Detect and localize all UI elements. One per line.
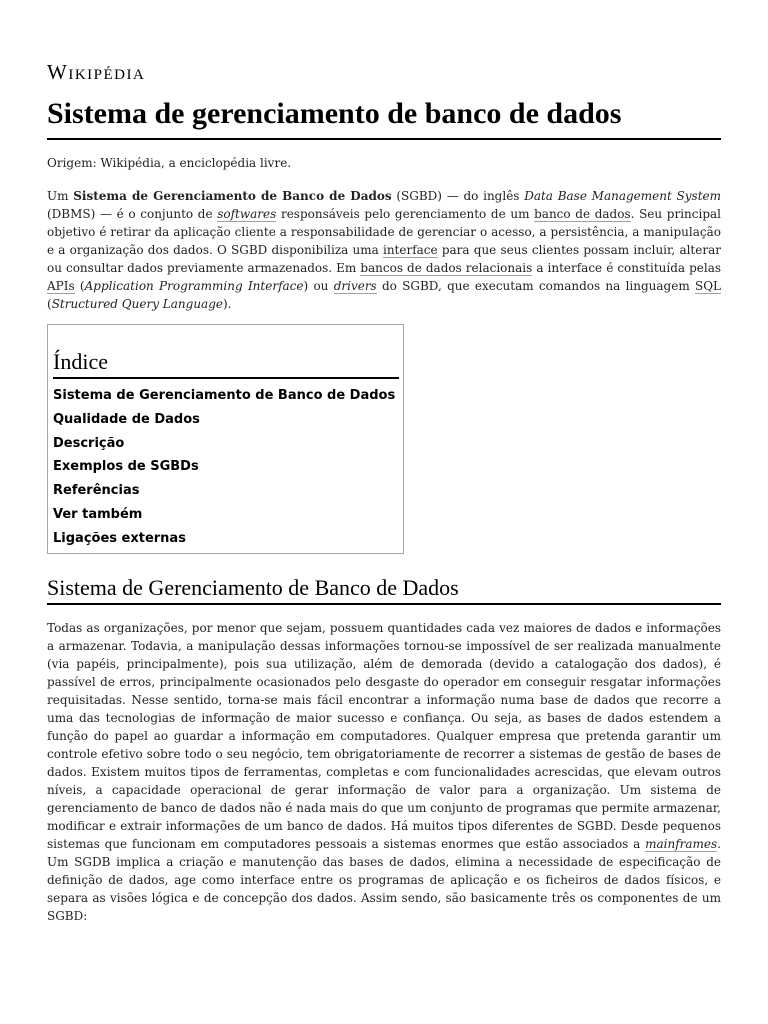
intro-text: do SGBD, que executam comandos na linguagem [376, 279, 695, 293]
toc-item-qualidade[interactable]: Qualidade de Dados [53, 411, 200, 427]
table-of-contents [47, 324, 404, 554]
toc-list [53, 384, 395, 551]
toc-item-ver-tambem[interactable]: Ver também [53, 506, 143, 522]
link-bancos-de-dados-relacionais[interactable]: bancos de dados relacionais [360, 261, 533, 275]
link-drivers[interactable]: drivers [333, 279, 377, 293]
toc-item-exemplos[interactable]: Exemplos de SGBDs [53, 459, 199, 475]
toc-item-ligacoes[interactable]: Ligações externas [53, 530, 186, 546]
intro-italic-term: Structured Query Language [51, 297, 223, 311]
intro-text: . Seu principal objetivo é retirar da aplicação cliente a responsabilidade de gerenciar o acesso, a persistência, a manipulação e a organização dos dados. O SGBD disponibiliza uma [47, 207, 721, 257]
toc-title: Índice [53, 349, 399, 379]
intro-text: Um [47, 189, 74, 203]
page-title: Sistema de gerenciamento de banco de dados [47, 96, 721, 140]
intro-text: ). [223, 297, 232, 311]
intro-text: para que seus clientes possam incluir, alterar ou consultar dados previamente armazenados. Em [47, 243, 721, 275]
section-heading: Sistema de Gerenciamento de Banco de Dados [47, 576, 721, 605]
intro-text: ) ou [303, 279, 334, 293]
section-text: Todas as organizações, por menor que sejam, possuem quantidades cada vez maiores de dados e informações a armazenar. Todavia, a manipulação dessas informações tornou-se impossível de ser realizada manualmente (via papéis, principalmente), pois sua utilização, além de demorada (devido a catalogação dos dados), é passível de erros, principalmente ocasionados pelo desgaste do operador em conseguir resgatar informações requisitadas. Nesse sentido, torna-se mais fácil encontrar a informação numa base de dados que recorre a uma das tecnologias de informação de maior sucesso e confiança. Ou seja, as bases de dados estendem a função do papel ao guardar a informação em computadores. Qualquer empresa que pretenda garantir um controle efetivo sobre todo o seu negócio, tem obrigatoriamente de recorrer a sistemas de gestão de bases de dados. Existem muitos tipos de ferramentas, completas e com funcionalidades acrescidas, que elevam outros níveis, a capacidade operacional de gerar informação de valor para a organização. Um sistema de gerenciamento de banco de dados não é nada mais do que um conjunto de programas que permite armazenar, modificar e extrair informações de um banco de dados. Há muitos tipos diferentes de SGBD. Desde pequenos sistemas que funcionam em computadores pessoais a sistemas enormes que estão associados a [47, 621, 721, 851]
link-softwares[interactable]: softwares [217, 207, 277, 221]
toc-item-referencias[interactable]: Referências [53, 483, 140, 499]
intro-text: a interface é constituída pelas [532, 261, 722, 275]
intro-italic-term: Data Base Management System [524, 189, 721, 203]
link-banco-de-dados[interactable]: banco de dados [534, 207, 631, 221]
intro-text: (SGBD) — do inglês [391, 189, 525, 203]
link-mainframes[interactable]: mainframes [645, 837, 718, 851]
intro-italic-term: Application Programming Interface [84, 279, 304, 293]
toc-item-descricao[interactable]: Descrição [53, 435, 125, 451]
link-sql[interactable]: SQL [694, 279, 722, 293]
toc-item-sistema[interactable]: Sistema de Gerenciamento de Banco de Dados [53, 388, 396, 403]
intro-text: (DBMS) — é o conjunto de [47, 207, 218, 221]
intro-paragraph [47, 187, 721, 313]
link-apis[interactable]: APIs [47, 279, 75, 293]
intro-bold-term: Sistema de Gerenciamento de Banco de Dados [73, 189, 392, 203]
wikipedia-logo[interactable]: Wikipédia [47, 60, 146, 84]
origin-note: Origem: Wikipédia, a enciclopédia livre. [47, 156, 292, 170]
intro-text: ( [47, 297, 52, 311]
intro-text: ( [74, 279, 85, 293]
section-paragraph [47, 619, 721, 925]
link-interface[interactable]: interface [382, 243, 438, 257]
intro-text: responsáveis pelo gerenciamento de um [276, 207, 535, 221]
section-text: . Um SGDB implica a criação e manutenção das bases de dados, elimina a necessidade de especificação de definição de dados, age como interface entre os programas de aplicação e os ficheiros de dados físicos, e separa as visões lógica e de concepção dos dados. Assim sendo, são basicamente três os componentes de um SGBD: [47, 837, 721, 923]
